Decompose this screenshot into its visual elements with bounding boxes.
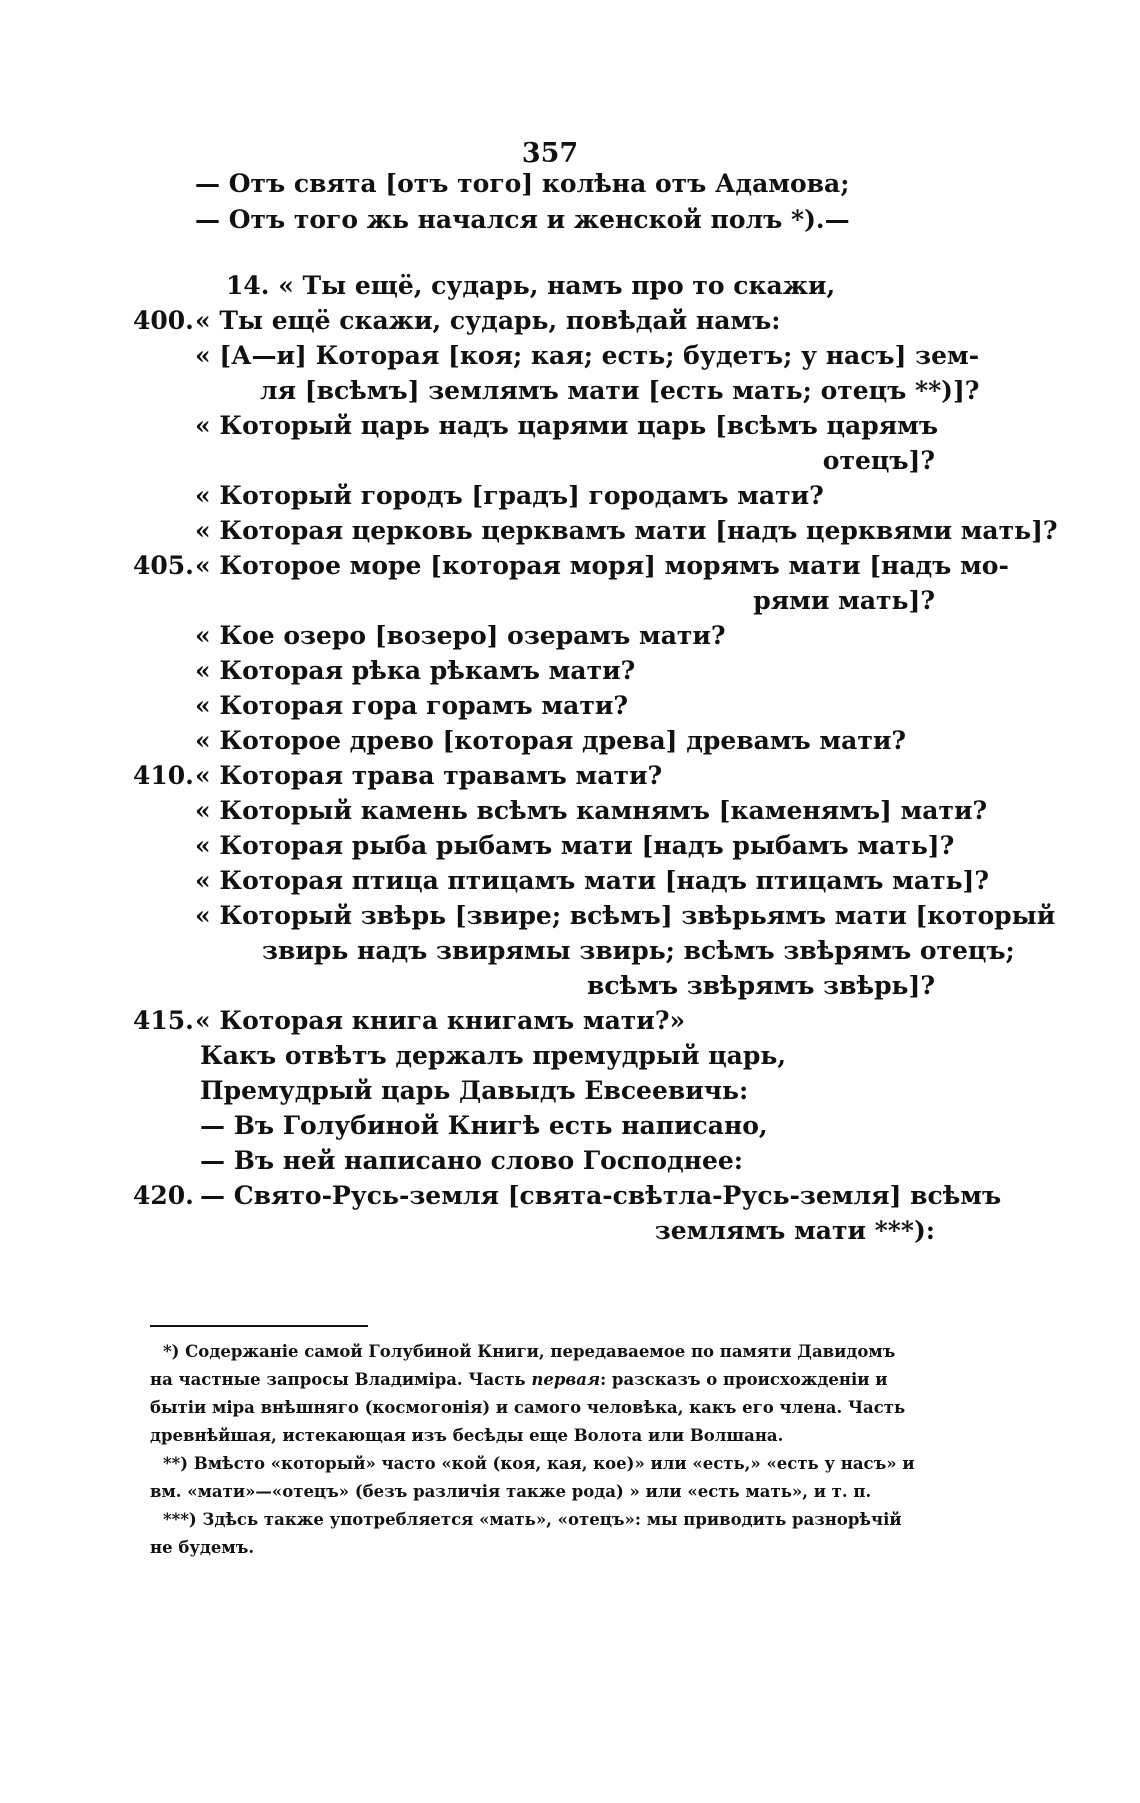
- verse-number: 400.: [133, 306, 194, 335]
- verse-text: отецъ]?: [822, 446, 935, 475]
- verse-line: [0, 513, 1140, 549]
- verse-line: [0, 968, 1140, 1004]
- page-number: 357: [521, 138, 579, 169]
- verse-text: « Которая трава травамъ мати?: [195, 761, 663, 790]
- verse-line: [0, 1073, 1140, 1109]
- verse-text: « Который звѣрь [звире; всѣмъ] звѣрьямъ мати [который: [195, 901, 1056, 930]
- verse-line: [0, 548, 1140, 584]
- footnote-text: [150, 1366, 888, 1394]
- verse-text: — Въ ней написано слово Господнее:: [200, 1146, 744, 1175]
- verse-line: [0, 898, 1140, 934]
- verse-line: [0, 618, 1140, 654]
- verse-line: [0, 338, 1140, 374]
- footnote-line: [0, 1450, 1140, 1478]
- footnote-text: бытіи міра внѣшняго (космогонія) и самого человѣка, какъ его члена. Часть: [150, 1398, 906, 1417]
- footnote-line: [0, 1394, 1140, 1422]
- footnote-text: древнѣйшая, истекающая изъ бесѣды еще Волота или Волшана.: [150, 1426, 784, 1445]
- verse-text: всѣмъ звѣрямъ звѣрь]?: [586, 971, 935, 1000]
- verse-line: [0, 793, 1140, 829]
- verse-text: — Свято-Русь-земля [свята-свѣтла-Русь-земля] всѣмъ: [200, 1181, 1002, 1210]
- verse-text: « Который царь надъ царями царь [всѣмъ царямъ: [195, 411, 939, 440]
- verse-text: « [А—и] Которая [коя; кая; есть; будетъ; у насъ] зем-: [195, 341, 980, 370]
- verse-line: [0, 933, 1140, 969]
- verse-text: « Который камень всѣмъ камнямъ [каменямъ] мати?: [195, 796, 988, 825]
- verse-text: « Которая рѣка рѣкамъ мати?: [195, 656, 636, 685]
- verse-text: « Которая гора горамъ мати?: [195, 691, 629, 720]
- footnote-line: [0, 1534, 1140, 1562]
- verse-text: рями мать]?: [753, 586, 935, 615]
- verse-text: — Отъ свята [отъ того] колѣна отъ Адамова;: [195, 169, 850, 198]
- footnote-emphasis: первая: [531, 1370, 601, 1389]
- verse-line: [0, 758, 1140, 794]
- verse-line: [0, 408, 1140, 444]
- footnote-text: *) Содержаніе самой Голубиной Книги, передаваемое по памяти Давидомъ: [163, 1342, 896, 1361]
- verse-line: [0, 202, 1140, 238]
- verse-text: « Которая книга книгамъ мати?»: [195, 1006, 686, 1035]
- verse-text: — Въ Голубиной Книгѣ есть написано,: [200, 1111, 768, 1140]
- verse-number: 420.: [133, 1181, 194, 1210]
- verse-line: [0, 583, 1140, 619]
- verse-line: [0, 723, 1140, 759]
- verse-line: [0, 863, 1140, 899]
- verse-text: « Ты ещё скажи, сударь, повѣдай намъ:: [195, 306, 781, 335]
- footnote-divider: [150, 1325, 368, 1327]
- verse-text: « Которая птица птицамъ мати [надъ птицамъ мать]?: [195, 866, 990, 895]
- footnote-text: ***) Здѣсь также употребляется «мать», «отецъ»: мы приводить разнорѣчій: [163, 1510, 902, 1529]
- verse-line: [0, 443, 1140, 479]
- verse-line: [0, 1003, 1140, 1039]
- verse-text: « Которая рыба рыбамъ мати [надъ рыбамъ мать]?: [195, 831, 955, 860]
- footnote-line: [0, 1478, 1140, 1506]
- footnote-line: [0, 1338, 1140, 1366]
- verse-line: [0, 166, 1140, 202]
- verse-line: [0, 1108, 1140, 1144]
- verse-line: [0, 373, 1140, 409]
- verse-text: « Который городъ [градъ] городамъ мати?: [195, 481, 824, 510]
- verse-text: звирь надъ звирямы звирь; всѣмъ звѣрямъ отецъ;: [262, 936, 1015, 965]
- verse-line: [0, 828, 1140, 864]
- verse-line: [0, 1178, 1140, 1214]
- verse-text: Какъ отвѣтъ держалъ премудрый царь,: [200, 1041, 787, 1070]
- footnote-text: не будемъ.: [150, 1538, 255, 1557]
- verse-number: 415.: [133, 1006, 194, 1035]
- verse-line: [0, 1143, 1140, 1179]
- verse-line: [0, 653, 1140, 689]
- verse-text: « Кое озеро [возеро] озерамъ мати?: [195, 621, 726, 650]
- verse-line: [0, 1038, 1140, 1074]
- footnote-text-part: : разсказъ о происхожденіи и: [600, 1370, 888, 1389]
- verse-line: [0, 478, 1140, 514]
- footnote-text: вм. «мати»—«отецъ» (безъ различія также рода) » или «есть мать», и т. п.: [150, 1482, 872, 1501]
- verse-text: « Которое море [которая моря] морямъ мати [надъ мо-: [195, 551, 1009, 580]
- verse-text: « Которая церковь церквамъ мати [надъ церквями мать]?: [195, 516, 1058, 545]
- verse-text: Премудрый царь Давыдъ Евсеевичь:: [200, 1076, 749, 1105]
- verse-line: [0, 268, 1140, 304]
- verse-number: 405.: [133, 551, 194, 580]
- verse-text: — Отъ того жь начался и женской полъ *).—: [195, 205, 850, 234]
- footnote-text-part: на частные запросы Владиміра. Часть: [150, 1370, 532, 1389]
- footnote-line: [0, 1366, 1140, 1394]
- verse-line: [0, 688, 1140, 724]
- verse-text: ля [всѣмъ] землямъ мати [есть мать; отецъ **)]?: [260, 376, 980, 405]
- footnote-line: [0, 1422, 1140, 1450]
- footnote-text: **) Вмѣсто «который» часто «кой (коя, кая, кое)» или «есть,» «есть у насъ» и: [163, 1454, 915, 1473]
- verse-text: землямъ мати ***):: [654, 1216, 935, 1245]
- footnote-line: [0, 1506, 1140, 1534]
- verse-line: [0, 1213, 1140, 1249]
- verse-line: [0, 303, 1140, 339]
- verse-text: « Которое древо [которая древа] древамъ мати?: [195, 726, 907, 755]
- verse-number: 410.: [133, 761, 194, 790]
- verse-text: 14. « Ты ещё, сударь, намъ про то скажи,: [226, 271, 836, 300]
